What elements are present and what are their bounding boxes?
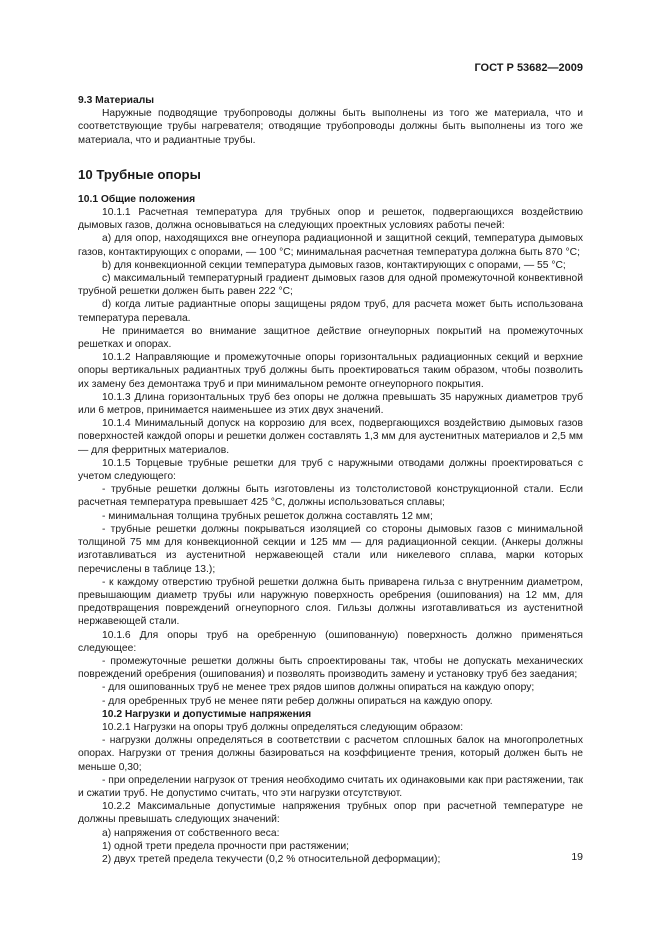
dash-item-1: - трубные решетки должны быть изготовлены из толстолистовой конструкционной стали. Если расчетная температура превышает 425 °С, должны использоваться сплавы; [78, 484, 583, 509]
list-item-stress-2: 2) двух третей предела текучести (0,2 % относительной деформации); [102, 853, 441, 865]
paragraph-10-2-2: 10.2.2 Максимальные допустимые напряжения трубных опор при расчетной температуре не должны превышать следующих значений: [78, 801, 583, 826]
list-item-stress-a: а) напряжения от собственного веса: [102, 827, 280, 839]
section-9-3-text: Наружные подводящие трубопроводы должны быть выполнены из того же материала, что и соответствующие трубы нагревателя; отводящие трубопроводы должны быть выполнены из того же материала, что и радиантные трубы. [78, 108, 583, 146]
dash-item-8: - нагрузки должны определяться в соответствии с расчетом сплошных балок на многопролетных опорах. Нагрузки от трения должны базироваться на коэффициенте трения, который должен быть не меньше 0,30; [78, 735, 583, 773]
paragraph-10-1-3: 10.1.3 Длина горизонтальных труб без опоры не должна превышать 35 наружных диаметров труб или 6 метров, принимается наименьшее из этих двух значений. [78, 391, 583, 417]
section-10-1-heading: 10.1 Общие положения [78, 193, 196, 205]
paragraph-10-1-1: 10.1.1 Расчетная температура для трубных опор и решеток, подвергающихся воздействию дымовых газов, должна основываться на следующих проектных условиях работы печей: [78, 207, 583, 232]
paragraph-10-1-6: 10.1.6 Для опоры труб на оребренную (ошипованную) поверхность должно применяться следующее: [78, 629, 583, 654]
list-item-c: c) максимальный температурный градиент дымовых газов для одной промежуточной конвективной трубной решетки должен быть равен 222 °С; [78, 273, 583, 298]
paragraph-10-2-1: 10.2.1 Нагрузки на опоры труб должны определяться следующим образом: [102, 721, 464, 733]
dash-item-5: - промежуточные решетки должны быть спроектированы так, чтобы не допускать механических повреждений оребрения (ошипования) и позволять производить замену и установку труб без заедания; [78, 655, 583, 681]
dash-item-6: - для ошипованных труб не менее трех рядов шипов должны опираться на каждую опору; [102, 682, 535, 694]
list-item-a: a) для опор, находящихся вне огнеупора радиационной и защитной секций, температура дымовых газов, контактирующих с опорами, — 100 °С; минимальная расчетная температура должна быть 870 °С; [78, 233, 583, 258]
section-9-3-heading: 9.3 Материалы [78, 95, 155, 106]
refractory-note: Не принимается во внимание защитное действие огнеупорных покрытий на промежуточных решетках и опорах. [78, 325, 583, 351]
paragraph-10-1-5: 10.1.5 Торцевые трубные решетки для труб с наружными отводами должны проектироваться с учетом следующего: [78, 457, 583, 483]
list-item-b: b) для конвекционной секции температура дымовых газов, контактирующих с опорами, — 55 °С; [102, 259, 566, 271]
page-number: 19 [571, 851, 583, 863]
dash-item-4: - к каждому отверстию трубной решетки должна быть приварена гильза с внутренним диаметром, превышающим диаметр трубы или наружную поверхность оребрения (ошипования) на 12 мм, для предотвращения повреждений огнеупорного слоя. Гильзы должны изготавливаться из аустенитной нержавеющей стали. [78, 576, 583, 628]
page-content [78, 94, 583, 866]
section-10-2-heading: 10.2 Нагрузки и допустимые напряжения [102, 708, 312, 720]
document-code-header: ГОСТ Р 53682—2009 [474, 62, 583, 74]
dash-item-3: - трубные решетки должны покрываться изоляцией со стороны дымовых газов с минимальной толщиной 75 мм для конвекционной секции и 125 мм — для радиационной секции. (Анкеры должны изготавливаться из аустенитной нержавеющей стали или никелевого сплава, марки которых перечислены в таблице 13.); [78, 523, 583, 575]
paragraph-10-1-4: 10.1.4 Минимальный допуск на коррозию для всех, подвергающихся воздействию дымовых газов поверхностей каждой опоры и решетки должен составлять 1,3 мм для аустенитных материалов и 2,5 мм — для ферритных материалов. [78, 418, 583, 456]
list-item-stress-1: 1) одной трети предела прочности при растяжении; [102, 840, 350, 852]
list-item-d: d) когда литые радиантные опоры защищены рядом труб, для расчета может быть использована температура перевала. [78, 299, 583, 324]
section-10-heading: 10 Трубные опоры [78, 166, 201, 182]
paragraph-10-1-2: 10.1.2 Направляющие и промежуточные опоры горизонтальных радиационных секций и верхние опоры вертикальных радиантных труб должны быть проектироваться таким образом, чтобы позволить их замену без демонтажа труб и при минимальном ремонте огнеупорного покрытия. [78, 352, 583, 390]
dash-item-9: - при определении нагрузок от трения необходимо считать их одинаковыми как при растяжении, так и сжатии труб. Не допустимо считать, что эти нагрузки отсутствуют. [78, 774, 583, 799]
dash-item-7: - для оребренных труб не менее пяти ребер должны опираться на каждую опору. [102, 695, 493, 707]
dash-item-2: - минимальная толщина трубных решеток должна составлять 12 мм; [102, 510, 433, 522]
